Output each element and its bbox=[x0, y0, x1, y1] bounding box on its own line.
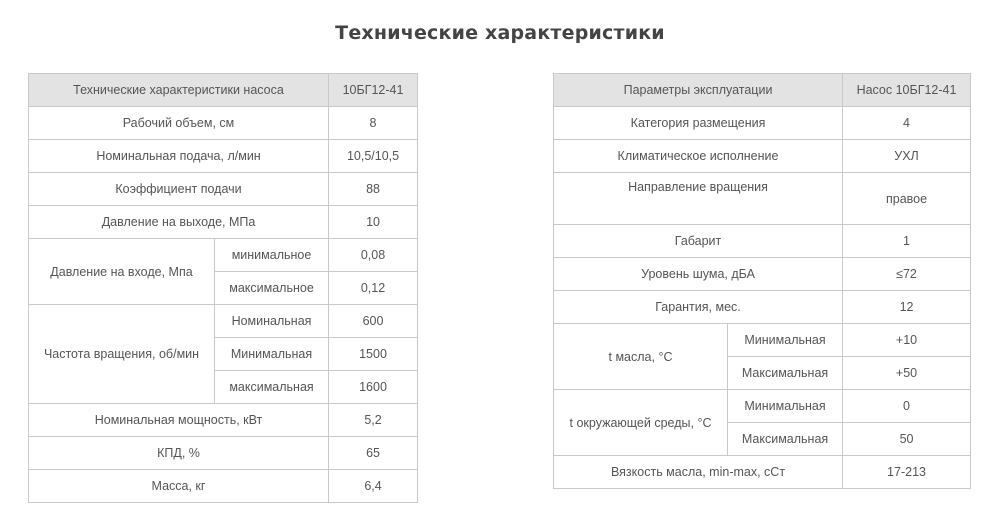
param-value: 8 bbox=[329, 107, 418, 140]
param-name: Коэффициент подачи bbox=[29, 173, 329, 206]
table-header-row bbox=[29, 74, 418, 107]
param-value: +10 bbox=[843, 324, 971, 357]
table-row bbox=[29, 305, 418, 338]
operation-params-table bbox=[553, 73, 971, 489]
param-subname: Максимальная bbox=[728, 423, 843, 456]
table-row bbox=[29, 470, 418, 503]
param-value: 0 bbox=[843, 390, 971, 423]
table-row bbox=[554, 140, 971, 173]
param-value: 0,12 bbox=[329, 272, 418, 305]
param-value: 12 bbox=[843, 291, 971, 324]
table-row bbox=[29, 239, 418, 272]
table-row bbox=[29, 173, 418, 206]
param-name: Габарит bbox=[554, 225, 843, 258]
table-row bbox=[29, 107, 418, 140]
param-name: Гарантия, мес. bbox=[554, 291, 843, 324]
param-value: УХЛ bbox=[843, 140, 971, 173]
param-value: 50 bbox=[843, 423, 971, 456]
header-cell: Параметры эксплуатации bbox=[554, 74, 843, 107]
param-value: 10,5/10,5 bbox=[329, 140, 418, 173]
param-subname: Максимальная bbox=[728, 357, 843, 390]
param-value: 10 bbox=[329, 206, 418, 239]
param-value: 5,2 bbox=[329, 404, 418, 437]
param-name: Климатическое исполнение bbox=[554, 140, 843, 173]
pump-specs-table bbox=[28, 73, 418, 503]
param-name: t масла, °С bbox=[554, 324, 728, 390]
param-name: Направление вращения bbox=[554, 173, 843, 225]
param-name: Давление на выходе, МПа bbox=[29, 206, 329, 239]
param-name: Давление на входе, Мпа bbox=[29, 239, 215, 305]
table-row bbox=[29, 404, 418, 437]
param-subname: максимальное bbox=[215, 272, 329, 305]
param-value: 65 bbox=[329, 437, 418, 470]
param-value: 4 bbox=[843, 107, 971, 140]
param-value: 17-213 bbox=[843, 456, 971, 489]
param-subname: минимальное bbox=[215, 239, 329, 272]
param-name: Рабочий объем, см bbox=[29, 107, 329, 140]
param-name: Уровень шума, дБА bbox=[554, 258, 843, 291]
param-name: Масса, кг bbox=[29, 470, 329, 503]
header-cell: Насос 10БГ12-41 bbox=[843, 74, 971, 107]
param-name: Номинальная мощность, кВт bbox=[29, 404, 329, 437]
param-subname: Минимальная bbox=[215, 338, 329, 371]
param-subname: Номинальная bbox=[215, 305, 329, 338]
table-row bbox=[554, 173, 971, 225]
param-value: 0,08 bbox=[329, 239, 418, 272]
page-title: Технические характеристики bbox=[335, 22, 665, 44]
param-value: 1500 bbox=[329, 338, 418, 371]
param-name: t окружающей среды, °С bbox=[554, 390, 728, 456]
param-name: Частота вращения, об/мин bbox=[29, 305, 215, 404]
table-row bbox=[554, 291, 971, 324]
param-value: ≤72 bbox=[843, 258, 971, 291]
param-value: 6,4 bbox=[329, 470, 418, 503]
param-value: правое bbox=[843, 173, 971, 225]
table-row bbox=[554, 107, 971, 140]
param-value: 88 bbox=[329, 173, 418, 206]
param-value: +50 bbox=[843, 357, 971, 390]
table-row bbox=[554, 324, 971, 357]
param-name: Вязкость масла, min-max, сСт bbox=[554, 456, 843, 489]
param-name: Номинальная подача, л/мин bbox=[29, 140, 329, 173]
param-subname: Минимальная bbox=[728, 324, 843, 357]
param-name: Категория размещения bbox=[554, 107, 843, 140]
param-subname: Минимальная bbox=[728, 390, 843, 423]
table-row bbox=[554, 456, 971, 489]
header-cell: Технические характеристики насоса bbox=[29, 74, 329, 107]
param-name: КПД, % bbox=[29, 437, 329, 470]
table-row bbox=[29, 437, 418, 470]
table-header-row bbox=[554, 74, 971, 107]
table-row bbox=[554, 258, 971, 291]
table-row bbox=[554, 225, 971, 258]
table-row bbox=[554, 390, 971, 423]
param-value: 1600 bbox=[329, 371, 418, 404]
param-value: 600 bbox=[329, 305, 418, 338]
header-cell: 10БГ12-41 bbox=[329, 74, 418, 107]
param-value: 1 bbox=[843, 225, 971, 258]
table-row bbox=[29, 140, 418, 173]
table-row bbox=[29, 206, 418, 239]
param-subname: максимальная bbox=[215, 371, 329, 404]
